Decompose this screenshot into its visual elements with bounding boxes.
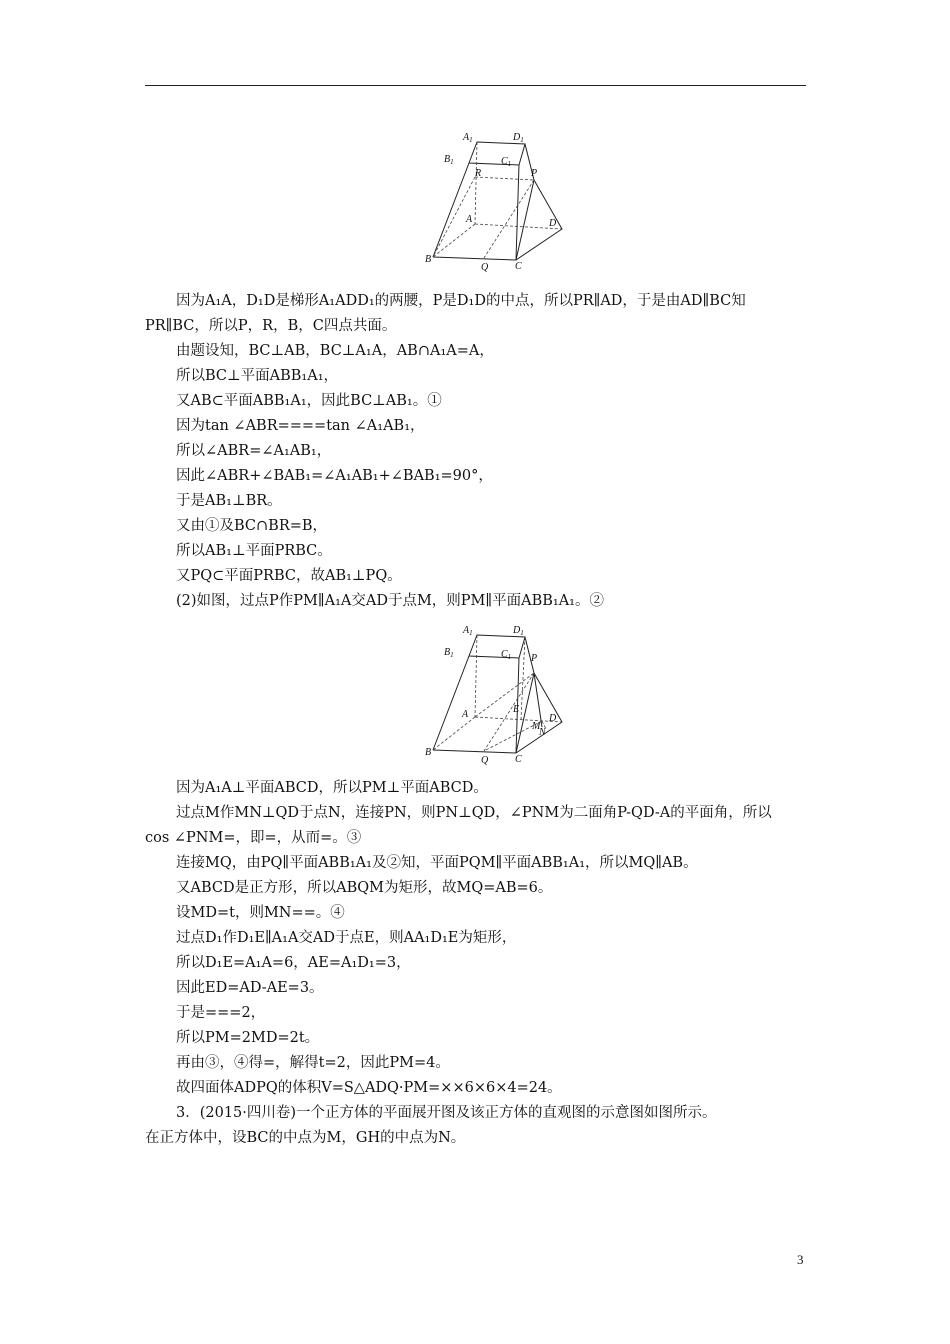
fig2-label-D: D — [549, 713, 557, 724]
text-line: 故四面体ADPQ的体积V=S△ADQ·PM=××6×6×4=24。 — [176, 1080, 562, 1096]
fig2-label-P: P — [531, 653, 538, 664]
fig1-label-A: A — [466, 214, 473, 225]
fig2-label-C1: $C_1$ — [501, 649, 512, 661]
page-number: 3 — [797, 1252, 804, 1267]
figure-1-diagram — [420, 126, 570, 276]
fig2-label-N: N — [539, 727, 546, 738]
fig2-label-E: E — [513, 704, 520, 715]
fig1-label-C: C — [515, 261, 522, 272]
text-line: 所以D₁E=A₁A=6，AE=A₁D₁=3， — [176, 955, 411, 971]
text-line: 过点M作MN⊥QD于点N，连接PN，则PN⊥QD，∠PNM为二面角P-QD-A的平面角，所以 — [176, 805, 772, 821]
text-line: 又ABCD是正方形，所以ABQM为矩形，故MQ=AB=6。 — [176, 880, 553, 896]
text-line: 又由①及BC∩BR=B， — [176, 518, 328, 534]
text-line: 连接MQ，由PQ∥平面ABB₁A₁及②知，平面PQM∥平面ABB₁A₁，所以MQ∥AB。 — [176, 855, 698, 871]
fig2-label-M: M — [532, 721, 541, 732]
text-line: 在正方体中，设BC的中点为M，GH的中点为N。 — [145, 1130, 466, 1146]
header-rule — [145, 85, 806, 86]
text-line: 因为A₁A，D₁D是梯形A₁ADD₁的两腰，P是D₁D的中点，所以PR∥AD，于是由AD∥BC知 — [176, 293, 746, 309]
text-line: 因为tan ∠ABR====tan ∠A₁AB₁， — [176, 418, 425, 434]
text-line: 于是AB₁⊥BR。 — [176, 493, 282, 509]
text-line: 3．(2015·四川卷)一个正方体的平面展开图及该正方体的直观图的示意图如图所示。 — [176, 1105, 717, 1121]
text-line: 由题设知，BC⊥AB，BC⊥A₁A，AB∩A₁A=A， — [176, 343, 494, 359]
text-line: 因此ED=AD-AE=3。 — [176, 980, 324, 996]
fig2-label-D1: $D_1$ — [513, 625, 524, 637]
fig2-label-A1: $A_1$ — [463, 625, 473, 637]
text-line: 所以BC⊥平面ABB₁A₁， — [176, 368, 339, 384]
text-line: 所以PM=2MD=2t。 — [176, 1030, 320, 1046]
text-line: 因为A₁A⊥平面ABCD，所以PM⊥平面ABCD。 — [176, 780, 488, 796]
fig1-label-C1: $C_1$ — [501, 156, 512, 168]
text-line: 因此∠ABR+∠BAB₁=∠A₁AB₁+∠BAB₁=90°， — [176, 468, 493, 484]
fig1-label-D1: $D_1$ — [513, 132, 524, 144]
figure-2-diagram — [420, 619, 570, 769]
text-line: 过点D₁作D₁E∥A₁A交AD于点E，则AA₁D₁E为矩形， — [176, 930, 517, 946]
fig1-label-R: R — [475, 168, 482, 179]
text-line: 又PQ⊂平面PRBC，故AB₁⊥PQ。 — [176, 568, 402, 584]
fig2-label-C: C — [515, 754, 522, 765]
text-line: PR∥BC，所以P，R，B，C四点共面。 — [145, 318, 397, 334]
text-line: 再由③，④得=，解得t=2，因此PM=4。 — [176, 1055, 450, 1071]
figure-prism-2 — [420, 619, 570, 769]
fig1-label-P: P — [531, 168, 538, 179]
fig2-label-Q: Q — [481, 755, 489, 766]
text-line: 设MD=t，则MN==。④ — [176, 905, 345, 921]
fig2-label-B1: $B_1$ — [444, 647, 454, 659]
text-line: cos ∠PNM=，即=，从而=。③ — [145, 830, 362, 846]
fig1-label-Q: Q — [481, 262, 489, 273]
fig1-label-D: D — [549, 218, 557, 229]
fig2-label-B: B — [425, 747, 432, 758]
text-line: 所以∠ABR=∠A₁AB₁， — [176, 443, 332, 459]
text-line: 所以AB₁⊥平面PRBC。 — [176, 543, 332, 559]
fig2-label-A: A — [462, 709, 469, 720]
text-line: (2)如图，过点P作PM∥A₁A交AD于点M，则PM∥平面ABB₁A₁。② — [176, 593, 604, 609]
text-line: 于是===2， — [176, 1005, 266, 1021]
fig1-label-A1: $A_1$ — [463, 132, 473, 144]
fig1-label-B1: $B_1$ — [444, 154, 454, 166]
figure-prism-1 — [420, 126, 570, 276]
text-line: 又AB⊂平面ABB₁A₁，因此BC⊥AB₁。① — [176, 393, 442, 409]
fig1-label-B: B — [425, 254, 432, 265]
